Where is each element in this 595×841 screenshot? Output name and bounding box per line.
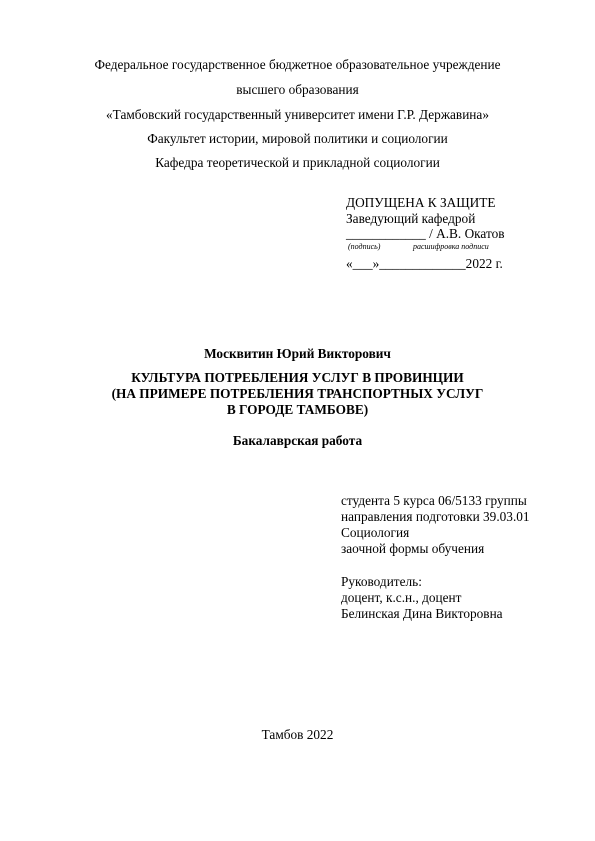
student-info-specialty: Социология: [341, 525, 410, 540]
header-line-faculty: Факультет истории, мировой политики и социологии: [147, 131, 448, 146]
title-line-3: В ГОРОДЕ ТАМБОВЕ): [226, 402, 369, 417]
student-info-course: студента 5 курса 06/5133 группы: [341, 493, 527, 508]
approval-role: Заведующий кафедрой: [346, 211, 476, 226]
header-line-department: Кафедра теоретической и прикладной социологии: [155, 155, 440, 170]
caption-signature: (подпись): [348, 242, 381, 251]
caption-decode: расшифровка подписи: [413, 242, 489, 251]
footer-city-year: Тамбов 2022: [261, 727, 334, 742]
header-line-federal: Федеральное государственное бюджетное образовательное учреждение: [94, 57, 501, 72]
supervisor-name: Белинская Дина Викторовна: [341, 606, 503, 621]
approval-signature-line: ____________ / А.В. Окатов: [346, 226, 505, 241]
approval-date-line: «___»_____________2022 г.: [346, 256, 503, 271]
work-type: Бакалаврская работа: [232, 433, 363, 448]
approval-title: ДОПУЩЕНА К ЗАЩИТЕ: [346, 195, 496, 210]
student-info-direction: направления подготовки 39.03.01: [341, 509, 530, 524]
header-line-education: высшего образования: [236, 82, 359, 97]
title-line-2: (НА ПРИМЕРЕ ПОТРЕБЛЕНИЯ ТРАНСПОРТНЫХ УСЛУГ: [111, 386, 484, 401]
author-name: Москвитин Юрий Викторович: [204, 346, 391, 361]
title-line-1: КУЛЬТУРА ПОТРЕБЛЕНИЯ УСЛУГ В ПРОВИНЦИИ: [131, 370, 464, 385]
supervisor-degree: доцент, к.с.н., доцент: [341, 590, 462, 605]
supervisor-label: Руководитель:: [341, 574, 422, 589]
header-line-university: «Тамбовский государственный университет имени Г.Р. Державина»: [106, 107, 489, 122]
student-info-form: заочной формы обучения: [341, 541, 485, 556]
